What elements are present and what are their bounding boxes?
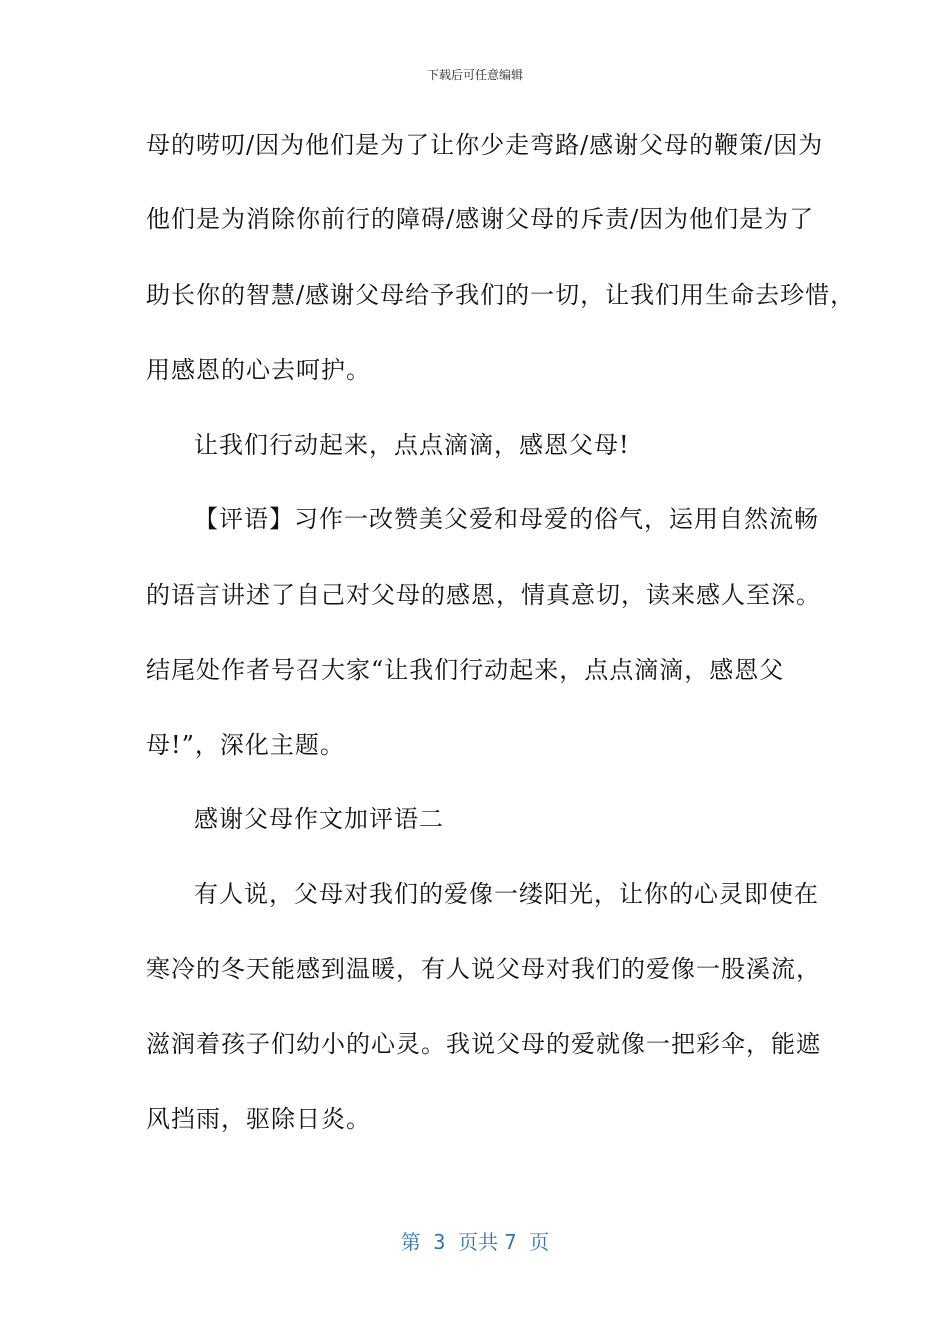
comment-line-4: 母!”，深化主题。 bbox=[146, 731, 345, 759]
section-title: 感谢父母作文加评语二 bbox=[194, 805, 444, 833]
page-header: 下载后可任意编辑 bbox=[426, 68, 523, 82]
page-footer bbox=[0, 1226, 950, 1255]
essay-line-1: 有人说，父母对我们的爱像一缕阳光，让你的心灵即使在 bbox=[194, 880, 819, 908]
essay-line-3: 滋润着孩子们幼小的心灵。我说父母的爱就像一把彩伞，能遮 bbox=[146, 1030, 821, 1058]
body-line-4: 用感恩的心去呵护。 bbox=[146, 356, 371, 384]
footer-total-pages: 7 bbox=[504, 1230, 517, 1254]
body-line-5: 让我们行动起来，点点滴滴，感恩父母! bbox=[194, 431, 630, 459]
body-line-1: 母的唠叨/因为他们是为了让你少走弯路/感谢父母的鞭策/因为 bbox=[146, 131, 824, 159]
essay-line-2: 寒冷的冬天能感到温暖，有人说父母对我们的爱像一股溪流， bbox=[146, 955, 821, 983]
comment-line-3: 结尾处作者号召大家“让我们行动起来，点点滴滴，感恩父 bbox=[146, 656, 785, 684]
footer-suffix: 页 bbox=[529, 1230, 550, 1254]
essay-line-4: 风挡雨，驱除日炎。 bbox=[146, 1105, 371, 1133]
footer-prefix: 第 bbox=[400, 1230, 421, 1254]
comment-line-2: 的语言讲述了自己对父母的感恩，情真意切，读来感人至深。 bbox=[146, 581, 821, 609]
body-line-3: 助长你的智慧/感谢父母给予我们的一切，让我们用生命去珍惜， bbox=[146, 281, 856, 309]
body-line-2: 他们是为消除你前行的障碍/感谢父母的斥责/因为他们是为了 bbox=[146, 205, 815, 233]
comment-line-1: 【评语】习作一改赞美父爱和母爱的俗气，运用自然流畅 bbox=[194, 505, 819, 533]
footer-current-page: 3 bbox=[433, 1230, 446, 1254]
footer-middle: 页共 bbox=[458, 1230, 499, 1254]
